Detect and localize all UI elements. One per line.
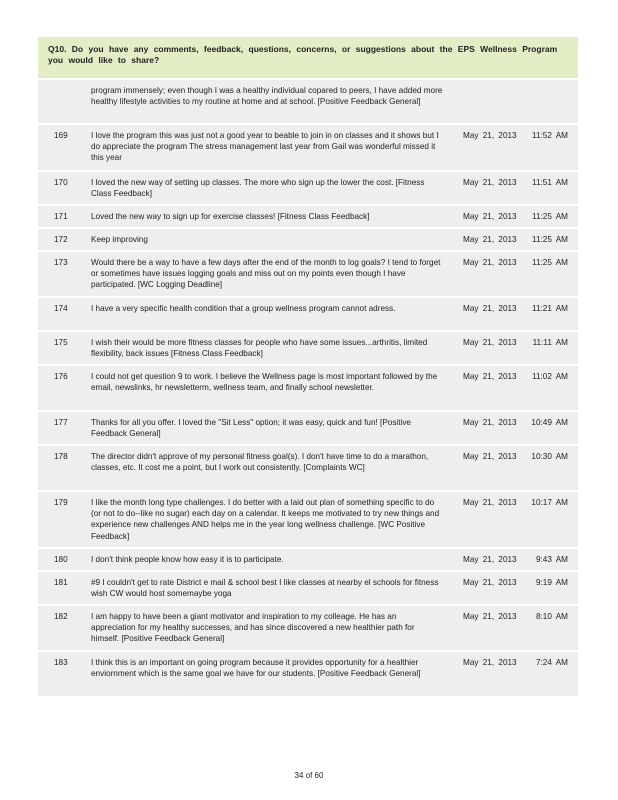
- row-number: 178: [54, 452, 68, 461]
- response-date: May 21, 2013: [463, 235, 517, 244]
- table-row: [38, 606, 578, 652]
- response-text: Loved the new way to sign up for exercise classes! [Fitness Class Feedback]: [91, 212, 370, 221]
- question-header: [38, 37, 578, 78]
- row-number: 173: [54, 258, 68, 267]
- response-date: May 21, 2013: [463, 178, 517, 187]
- response-date: May 21, 2013: [463, 212, 517, 221]
- response-text: I have a very specific health condition that a group wellness program cannot adress.: [91, 304, 396, 313]
- row-number: 171: [54, 212, 68, 221]
- response-text: program immensely; even though I was a healthy individual copared to peers, I have added more healthy lifestyle activities to my routine at home and at school. [Positive Feedback General]: [91, 86, 443, 107]
- response-date: May 21, 2013: [463, 658, 517, 667]
- table-row: [38, 572, 578, 606]
- row-number: 176: [54, 372, 68, 381]
- response-time: 10:17 AM: [531, 498, 568, 507]
- response-time: 8:10 AM: [535, 612, 568, 621]
- response-time: 11:25 AM: [532, 212, 568, 221]
- response-date: May 21, 2013: [463, 418, 517, 427]
- response-text: #9 I couldn't get to rate District e mail & school best I like classes at nearby el schools for fitness wish CW would host somemaybe yoga: [91, 578, 439, 599]
- response-date: May 21, 2013: [463, 258, 517, 267]
- response-text: I like the month long type challenges. I do better with a laid out plan of something specific to do (or not to do--like no sugar) each day on a calendar. It keeps me motivated to try new things and experience new challenges AND helps me in the year long wellness challenge. [WC Positive Feedback]: [91, 498, 440, 541]
- row-number: 181: [54, 578, 68, 587]
- response-date: May 21, 2013: [463, 498, 517, 507]
- table-row: [38, 125, 578, 172]
- table-row: [38, 252, 578, 298]
- response-time: 11:11 AM: [532, 338, 568, 347]
- response-date: May 21, 2013: [463, 612, 517, 621]
- table-row: [38, 229, 578, 252]
- response-date: May 21, 2013: [463, 131, 517, 140]
- response-text: Would there be a way to have a few days after the end of the month to log goals? I tend to forget or sometimes have issues logging goals and miss out on my points even though I have participated. [WC Logging Deadline]: [91, 258, 441, 290]
- response-date: May 21, 2013: [463, 452, 517, 461]
- page-number: 34 of 60: [294, 771, 324, 780]
- table-row: [38, 366, 578, 412]
- response-time: 11:02 AM: [532, 372, 568, 381]
- response-date: May 21, 2013: [463, 338, 517, 347]
- response-date: May 21, 2013: [463, 372, 517, 381]
- response-time: 9:19 AM: [535, 578, 568, 587]
- row-number: 182: [54, 612, 68, 621]
- row-number: 174: [54, 304, 68, 313]
- response-text: I could not get question 9 to work. I believe the Wellness page is most important followed by the email, newslinks, hr newsletterm, wellness team, and finally school newsletter.: [91, 372, 438, 393]
- responses-table: [38, 80, 578, 698]
- question-text: Q10. Do you have any comments, feedback, questions, concerns, or suggestions about the EPS Wellness Program you would like to share?: [48, 44, 558, 65]
- table-row: [38, 652, 578, 698]
- row-number: 177: [54, 418, 68, 427]
- row-number: 183: [54, 658, 68, 667]
- row-number: 180: [54, 555, 68, 564]
- row-number: 169: [54, 131, 68, 140]
- table-row: [38, 549, 578, 572]
- response-text: I loved the new way of setting up classes. The more who sign up the lower the cost. [Fitness Class Feedback]: [91, 178, 425, 199]
- row-number: 175: [54, 338, 68, 347]
- table-row: [38, 446, 578, 492]
- response-time: 10:30 AM: [531, 452, 568, 461]
- response-date: May 21, 2013: [463, 578, 517, 587]
- response-text: The director didn't approve of my personal fitness goal(s). I don't have time to do a marathon, classes, etc. It cost me a point, but I work out consistently. [Complaints WC]: [91, 452, 429, 473]
- response-text: I wish their would be more fitness classes for people who have some issues...arthritis, limited flexibility, back issues [Fitness Class Feedback]: [91, 338, 428, 359]
- response-text: Thanks for all you offer. I loved the "Sit Less" option; it was easy, quick and fun! [Positive Feedback General]: [91, 418, 411, 439]
- response-time: 11:25 AM: [532, 258, 568, 267]
- response-date: May 21, 2013: [463, 555, 517, 564]
- response-time: 11:21 AM: [532, 304, 568, 313]
- response-text: I think this is an important on going program because it provides opportunity for a healthier enviornment which is the same goal we have for our students. [Positive Feedback General]: [91, 658, 421, 679]
- response-time: 9:43 AM: [535, 555, 568, 564]
- response-date: May 21, 2013: [463, 304, 517, 313]
- response-text: I am happy to have been a giant motivator and inspiration to my colleage. He has an appreciation for my healthy successes, and has since discovered a new healthier path for himself. [Positive Feedback General]: [91, 612, 415, 644]
- response-time: 10:49 AM: [531, 418, 568, 427]
- table-row: [38, 172, 578, 206]
- table-row: [38, 492, 578, 549]
- row-number: 170: [54, 178, 68, 187]
- table-row: [38, 298, 578, 332]
- response-time: 11:52 AM: [532, 131, 568, 140]
- table-row: [38, 80, 578, 125]
- response-time: 11:25 AM: [532, 235, 568, 244]
- response-text: I love the program this was just not a good year to beable to join in on classes and it shows but I do appreciate the program The stress management last year from Gail was wonderful missed it this year: [91, 131, 439, 163]
- table-row: [38, 206, 578, 229]
- table-row: [38, 412, 578, 446]
- row-number: 179: [54, 498, 68, 507]
- row-number: 172: [54, 235, 68, 244]
- response-time: 7:24 AM: [535, 658, 568, 667]
- table-row: [38, 332, 578, 366]
- response-text: Keep improving: [91, 235, 148, 244]
- response-time: 11:51 AM: [532, 178, 568, 187]
- response-text: I don't think people know how easy it is to participate.: [91, 555, 284, 564]
